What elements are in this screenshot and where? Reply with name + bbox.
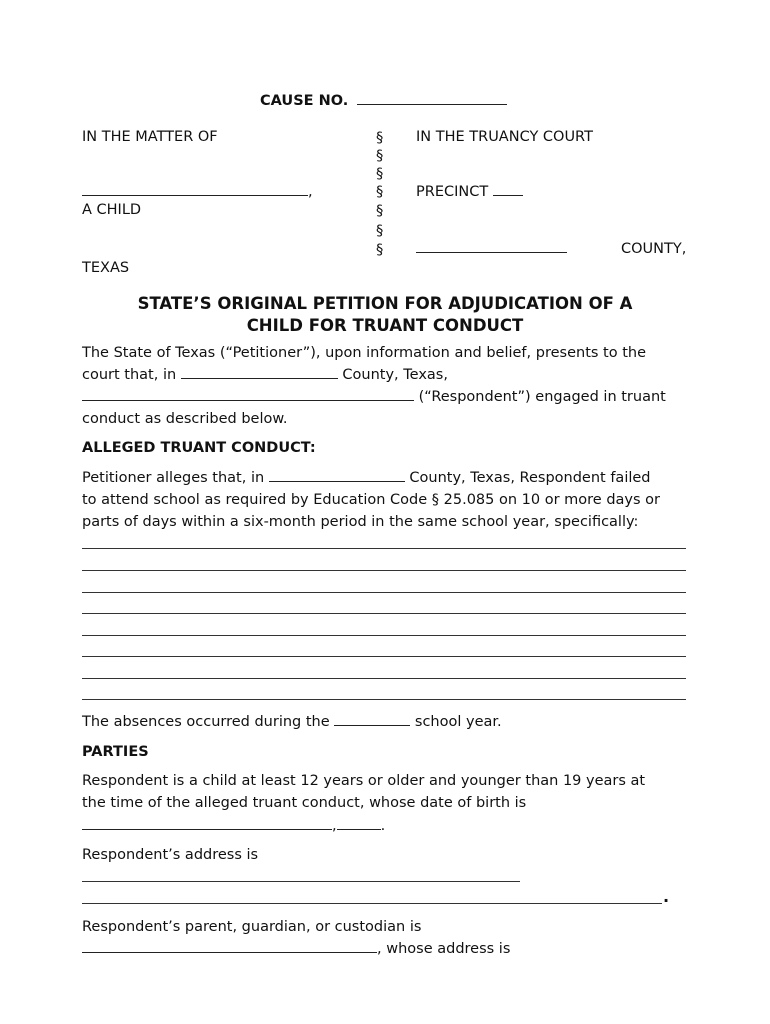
precinct-row bbox=[416, 184, 523, 200]
cause-number bbox=[260, 93, 507, 109]
section-symbol: § bbox=[376, 242, 384, 258]
county-label: COUNTY, bbox=[621, 241, 687, 257]
parent-address-text: , whose address is bbox=[377, 941, 511, 957]
document-title-line1: STATE’S ORIGINAL PETITION FOR ADJUDICATION OF A bbox=[137, 294, 633, 313]
intro-line1: The State of Texas (“Petitioner”), upon information and belief, presents to the bbox=[82, 345, 646, 361]
child-label: A CHILD bbox=[82, 202, 142, 218]
alleged-text-a: Petitioner alleges that, in bbox=[82, 470, 265, 486]
specifics-line[interactable] bbox=[82, 699, 686, 700]
address-line[interactable] bbox=[82, 881, 520, 882]
section-symbol: § bbox=[376, 130, 384, 146]
section-symbol: § bbox=[376, 148, 384, 164]
child-suffix: , bbox=[308, 184, 313, 200]
alleged-text-b: County, Texas, Respondent failed bbox=[409, 470, 651, 486]
address-label: Respondent’s address is bbox=[82, 847, 259, 863]
parent-label: Respondent’s parent, guardian, or custodian is bbox=[82, 919, 422, 935]
parties-line1: Respondent is a child at least 12 years or older and younger than 19 years at bbox=[82, 773, 646, 789]
specifics-line[interactable] bbox=[82, 635, 686, 636]
parent-name-blank[interactable] bbox=[82, 951, 377, 953]
section-symbol: § bbox=[376, 203, 384, 219]
child-name-blank[interactable] bbox=[82, 194, 308, 196]
document-title-line2: CHILD FOR TRUANT CONDUCT bbox=[246, 316, 524, 335]
cause-label: CAUSE NO. bbox=[260, 93, 349, 109]
child-name-row bbox=[82, 184, 313, 200]
section-symbol: § bbox=[376, 166, 384, 182]
intro-line2 bbox=[82, 364, 448, 386]
alleged-heading: ALLEGED TRUANT CONDUCT: bbox=[82, 440, 316, 456]
school-year-blank[interactable] bbox=[334, 724, 410, 726]
specifics-line[interactable] bbox=[82, 678, 686, 679]
specifics-line[interactable] bbox=[82, 570, 686, 571]
intro-county-text: County, Texas, bbox=[342, 367, 448, 383]
section-symbol: § bbox=[376, 184, 384, 200]
alleged-county-blank[interactable] bbox=[269, 480, 405, 482]
state-label: TEXAS bbox=[82, 260, 130, 276]
section-symbol: § bbox=[376, 223, 384, 239]
matter-label: IN THE MATTER OF bbox=[82, 129, 218, 145]
address-period: . bbox=[663, 887, 670, 906]
specifics-line[interactable] bbox=[82, 548, 686, 549]
parent-row bbox=[82, 938, 510, 960]
address-line[interactable] bbox=[82, 903, 662, 904]
dob-blank[interactable] bbox=[82, 828, 332, 830]
parties-heading: PARTIES bbox=[82, 744, 149, 760]
dob-row bbox=[82, 815, 385, 837]
intro-respondent-text: (“Respondent”) engaged in truant bbox=[418, 389, 666, 405]
absences-text-b: school year. bbox=[414, 714, 502, 730]
absences-text-a: The absences occurred during the bbox=[82, 714, 330, 730]
court-label: IN THE TRUANCY COURT bbox=[416, 129, 593, 145]
precinct-label: PRECINCT bbox=[416, 184, 489, 200]
dob-comma: , bbox=[332, 818, 337, 834]
specifics-line[interactable] bbox=[82, 656, 686, 657]
alleged-line1 bbox=[82, 467, 651, 489]
precinct-blank[interactable] bbox=[493, 194, 523, 196]
intro-line3 bbox=[82, 386, 666, 408]
respondent-name-blank[interactable] bbox=[82, 399, 414, 401]
dob-period: . bbox=[380, 818, 386, 834]
county-row bbox=[416, 241, 567, 257]
intro-county-blank[interactable] bbox=[181, 377, 338, 379]
alleged-line2: to attend school as required by Education Code § 25.085 on 10 or more days or bbox=[82, 492, 660, 508]
alleged-line3: parts of days within a six-month period in the same school year, specifically: bbox=[82, 514, 639, 530]
cause-number-blank[interactable] bbox=[357, 103, 507, 105]
specifics-line[interactable] bbox=[82, 592, 686, 593]
intro-court-text: court that, in bbox=[82, 367, 177, 383]
absences-line bbox=[82, 711, 502, 733]
county-blank[interactable] bbox=[416, 251, 567, 253]
parties-line2: the time of the alleged truant conduct, whose date of birth is bbox=[82, 795, 527, 811]
specifics-line[interactable] bbox=[82, 613, 686, 614]
intro-line4: conduct as described below. bbox=[82, 411, 288, 427]
dob-year-blank[interactable] bbox=[337, 828, 381, 830]
